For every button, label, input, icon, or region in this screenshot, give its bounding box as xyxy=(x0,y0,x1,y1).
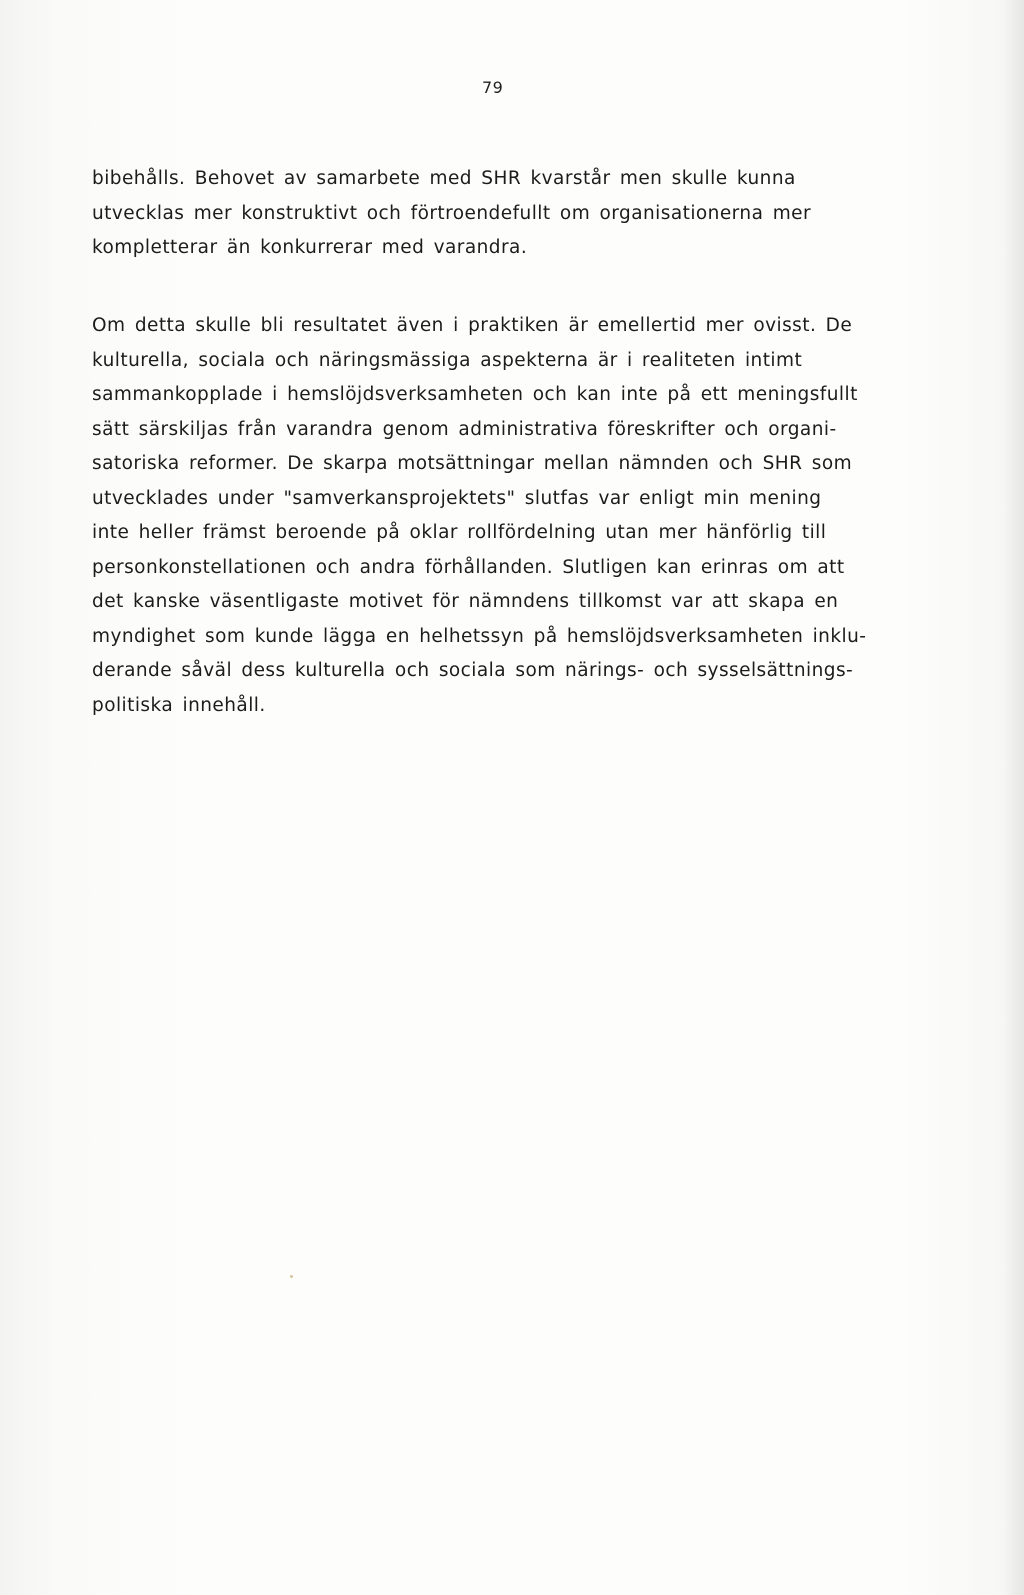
text-line: bibehålls. Behovet av samarbete med SHR kvarstår men skulle kunna xyxy=(92,168,796,189)
text-line: kulturella, sociala och näringsmässiga aspekterna är i realiteten intimt xyxy=(92,349,803,371)
text-line: derande såväl dess kulturella och sociala som närings- och sysselsättnings- xyxy=(92,660,854,681)
text-line: kompletterar än konkurrerar med varandra. xyxy=(92,237,528,258)
text-line: satoriska reformer. De skarpa motsättningar mellan nämnden och SHR som xyxy=(92,453,853,474)
text-line: det kanske väsentligaste motivet för nämndens tillkomst var att skapa en xyxy=(92,591,839,612)
text-line: utvecklades under "samverkansprojektets" slutfas var enligt min mening xyxy=(92,487,822,509)
text-line: myndighet som kunde lägga en helhetssyn på hemslöjdsverksamheten inklu- xyxy=(92,625,867,647)
paper-speck xyxy=(290,1275,293,1278)
paragraph-1 xyxy=(92,162,892,266)
page-number: 79 xyxy=(482,78,504,97)
page-edge-shadow xyxy=(1004,0,1024,1595)
text-line: personkonstellationen och andra förhållanden. Slutligen kan erinras om att xyxy=(92,556,845,578)
text-line: Om detta skulle bli resultatet även i praktiken är emellertid mer ovisst. De xyxy=(92,315,853,336)
text-line: sätt särskiljas från varandra genom administrativa föreskrifter och organi- xyxy=(92,418,837,440)
text-line: inte heller främst beroende på oklar rollfördelning utan mer hänförlig till xyxy=(92,522,827,543)
text-line: sammankopplade i hemslöjdsverksamheten och kan inte på ett meningsfullt xyxy=(92,384,858,405)
paragraph-2 xyxy=(92,309,892,723)
text-line: politiska innehåll. xyxy=(92,694,266,716)
text-line: utvecklas mer konstruktivt och förtroendefullt om organisationerna mer xyxy=(92,202,812,224)
